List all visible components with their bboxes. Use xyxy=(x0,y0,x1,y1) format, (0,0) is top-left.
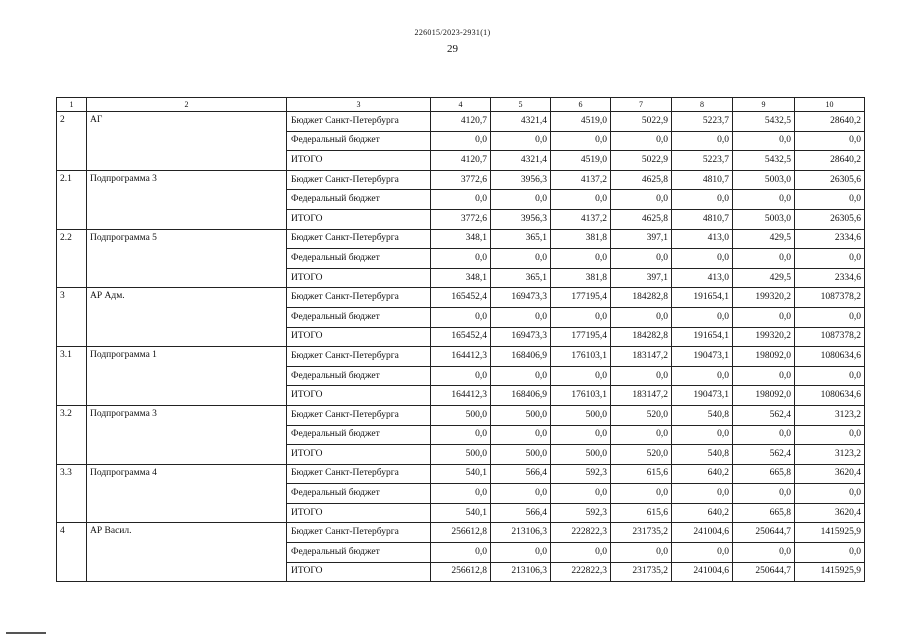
amount-cell: 0,0 xyxy=(491,425,551,445)
amount-cell: 413,0 xyxy=(672,268,733,288)
amount-cell: 0,0 xyxy=(491,543,551,563)
amount-cell: 500,0 xyxy=(551,445,611,465)
budget-table xyxy=(56,97,865,582)
amount-cell: 199320,2 xyxy=(733,327,795,347)
amount-cell: 3123,2 xyxy=(795,445,865,465)
amount-cell: 256612,8 xyxy=(431,562,491,582)
amount-cell: 0,0 xyxy=(491,484,551,504)
column-number-header: 9 xyxy=(733,98,795,112)
amount-cell: 3620,4 xyxy=(795,503,865,523)
amount-cell: 0,0 xyxy=(672,131,733,151)
amount-cell: 3772,6 xyxy=(431,170,491,190)
funding-source-cell: Бюджет Санкт-Петербурга xyxy=(287,347,431,367)
amount-cell: 190473,1 xyxy=(672,347,733,367)
amount-cell: 0,0 xyxy=(672,543,733,563)
amount-cell: 665,8 xyxy=(733,503,795,523)
amount-cell: 615,6 xyxy=(611,503,672,523)
amount-cell: 4810,7 xyxy=(672,209,733,229)
amount-cell: 191654,1 xyxy=(672,327,733,347)
amount-cell: 4519,0 xyxy=(551,112,611,132)
amount-cell: 0,0 xyxy=(795,543,865,563)
amount-cell: 5223,7 xyxy=(672,151,733,171)
amount-cell: 165452,4 xyxy=(431,288,491,308)
item-number-cell: 2 xyxy=(57,112,87,171)
amount-cell: 615,6 xyxy=(611,464,672,484)
amount-cell: 168406,9 xyxy=(491,386,551,406)
funding-source-cell: Федеральный бюджет xyxy=(287,131,431,151)
amount-cell: 4625,8 xyxy=(611,170,672,190)
amount-cell: 500,0 xyxy=(431,445,491,465)
page-number: 29 xyxy=(447,43,458,55)
amount-cell: 176103,1 xyxy=(551,347,611,367)
item-name-cell: АР Адм. xyxy=(87,288,287,347)
column-number-header: 3 xyxy=(287,98,431,112)
amount-cell: 177195,4 xyxy=(551,327,611,347)
amount-cell: 381,8 xyxy=(551,268,611,288)
funding-source-cell: ИТОГО xyxy=(287,151,431,171)
amount-cell: 566,4 xyxy=(491,464,551,484)
amount-cell: 540,1 xyxy=(431,503,491,523)
amount-cell: 191654,1 xyxy=(672,288,733,308)
amount-cell: 168406,9 xyxy=(491,347,551,367)
funding-source-cell: ИТОГО xyxy=(287,327,431,347)
funding-source-cell: ИТОГО xyxy=(287,445,431,465)
amount-cell: 0,0 xyxy=(611,307,672,327)
amount-cell: 0,0 xyxy=(611,366,672,386)
amount-cell: 0,0 xyxy=(733,131,795,151)
amount-cell: 1415925,9 xyxy=(795,523,865,543)
amount-cell: 520,0 xyxy=(611,445,672,465)
amount-cell: 592,3 xyxy=(551,503,611,523)
funding-source-cell: Бюджет Санкт-Петербурга xyxy=(287,464,431,484)
funding-source-cell: Федеральный бюджет xyxy=(287,366,431,386)
table-row xyxy=(57,229,865,249)
item-name-cell: АГ xyxy=(87,112,287,171)
amount-cell: 0,0 xyxy=(551,190,611,210)
amount-cell: 500,0 xyxy=(491,405,551,425)
amount-cell: 231735,2 xyxy=(611,562,672,582)
amount-cell: 250644,7 xyxy=(733,562,795,582)
amount-cell: 520,0 xyxy=(611,405,672,425)
amount-cell: 0,0 xyxy=(733,249,795,269)
amount-cell: 5022,9 xyxy=(611,112,672,132)
funding-source-cell: Бюджет Санкт-Петербурга xyxy=(287,170,431,190)
amount-cell: 0,0 xyxy=(551,543,611,563)
amount-cell: 0,0 xyxy=(611,249,672,269)
amount-cell: 190473,1 xyxy=(672,386,733,406)
scan-edge-mark xyxy=(6,632,46,634)
amount-cell: 365,1 xyxy=(491,229,551,249)
amount-cell: 5003,0 xyxy=(733,209,795,229)
amount-cell: 540,8 xyxy=(672,445,733,465)
amount-cell: 0,0 xyxy=(611,425,672,445)
amount-cell: 0,0 xyxy=(611,543,672,563)
amount-cell: 2334,6 xyxy=(795,229,865,249)
amount-cell: 348,1 xyxy=(431,229,491,249)
funding-source-cell: Федеральный бюджет xyxy=(287,307,431,327)
amount-cell: 0,0 xyxy=(672,190,733,210)
amount-cell: 0,0 xyxy=(551,366,611,386)
amount-cell: 1087378,2 xyxy=(795,327,865,347)
amount-cell: 28640,2 xyxy=(795,112,865,132)
amount-cell: 5223,7 xyxy=(672,112,733,132)
amount-cell: 0,0 xyxy=(733,484,795,504)
table-row xyxy=(57,112,865,132)
amount-cell: 0,0 xyxy=(431,366,491,386)
amount-cell: 640,2 xyxy=(672,464,733,484)
amount-cell: 0,0 xyxy=(733,366,795,386)
amount-cell: 177195,4 xyxy=(551,288,611,308)
amount-cell: 184282,8 xyxy=(611,327,672,347)
amount-cell: 198092,0 xyxy=(733,386,795,406)
funding-source-cell: Бюджет Санкт-Петербурга xyxy=(287,523,431,543)
amount-cell: 0,0 xyxy=(611,484,672,504)
amount-cell: 169473,3 xyxy=(491,288,551,308)
amount-cell: 26305,6 xyxy=(795,209,865,229)
amount-cell: 0,0 xyxy=(431,425,491,445)
budget-table-body xyxy=(57,98,865,582)
amount-cell: 0,0 xyxy=(733,425,795,445)
column-number-header: 5 xyxy=(491,98,551,112)
amount-cell: 0,0 xyxy=(431,543,491,563)
amount-cell: 562,4 xyxy=(733,445,795,465)
amount-cell: 0,0 xyxy=(431,131,491,151)
funding-source-cell: ИТОГО xyxy=(287,386,431,406)
item-name-cell: АР Васил. xyxy=(87,523,287,582)
item-name-cell: Подпрограмма 3 xyxy=(87,405,287,464)
amount-cell: 4519,0 xyxy=(551,151,611,171)
amount-cell: 365,1 xyxy=(491,268,551,288)
amount-cell: 0,0 xyxy=(795,249,865,269)
column-number-header: 2 xyxy=(87,98,287,112)
amount-cell: 2334,6 xyxy=(795,268,865,288)
amount-cell: 540,8 xyxy=(672,405,733,425)
amount-cell: 222822,3 xyxy=(551,523,611,543)
amount-cell: 3123,2 xyxy=(795,405,865,425)
funding-source-cell: ИТОГО xyxy=(287,503,431,523)
amount-cell: 176103,1 xyxy=(551,386,611,406)
amount-cell: 4321,4 xyxy=(491,112,551,132)
funding-source-cell: Федеральный бюджет xyxy=(287,543,431,563)
amount-cell: 4321,4 xyxy=(491,151,551,171)
amount-cell: 3956,3 xyxy=(491,209,551,229)
amount-cell: 3772,6 xyxy=(431,209,491,229)
amount-cell: 0,0 xyxy=(733,307,795,327)
amount-cell: 0,0 xyxy=(491,249,551,269)
amount-cell: 5003,0 xyxy=(733,170,795,190)
column-number-header: 4 xyxy=(431,98,491,112)
amount-cell: 0,0 xyxy=(491,366,551,386)
amount-cell: 0,0 xyxy=(491,131,551,151)
amount-cell: 348,1 xyxy=(431,268,491,288)
amount-cell: 397,1 xyxy=(611,268,672,288)
column-number-header: 8 xyxy=(672,98,733,112)
amount-cell: 0,0 xyxy=(795,190,865,210)
amount-cell: 0,0 xyxy=(551,425,611,445)
item-name-cell: Подпрограмма 4 xyxy=(87,464,287,523)
amount-cell: 0,0 xyxy=(551,484,611,504)
item-number-cell: 2.2 xyxy=(57,229,87,288)
amount-cell: 566,4 xyxy=(491,503,551,523)
funding-source-cell: Бюджет Санкт-Петербурга xyxy=(287,229,431,249)
amount-cell: 198092,0 xyxy=(733,347,795,367)
item-name-cell: Подпрограмма 5 xyxy=(87,229,287,288)
amount-cell: 213106,3 xyxy=(491,523,551,543)
amount-cell: 4137,2 xyxy=(551,209,611,229)
amount-cell: 183147,2 xyxy=(611,386,672,406)
amount-cell: 1080634,6 xyxy=(795,386,865,406)
amount-cell: 562,4 xyxy=(733,405,795,425)
amount-cell: 4137,2 xyxy=(551,170,611,190)
amount-cell: 222822,3 xyxy=(551,562,611,582)
amount-cell: 592,3 xyxy=(551,464,611,484)
funding-source-cell: ИТОГО xyxy=(287,268,431,288)
item-number-cell: 3 xyxy=(57,288,87,347)
amount-cell: 0,0 xyxy=(672,307,733,327)
column-number-header: 7 xyxy=(611,98,672,112)
amount-cell: 0,0 xyxy=(431,190,491,210)
amount-cell: 500,0 xyxy=(491,445,551,465)
amount-cell: 0,0 xyxy=(672,249,733,269)
amount-cell: 500,0 xyxy=(431,405,491,425)
amount-cell: 0,0 xyxy=(672,484,733,504)
funding-source-cell: Федеральный бюджет xyxy=(287,249,431,269)
column-number-header-row xyxy=(57,98,865,112)
amount-cell: 5022,9 xyxy=(611,151,672,171)
funding-source-cell: Бюджет Санкт-Петербурга xyxy=(287,405,431,425)
amount-cell: 0,0 xyxy=(795,307,865,327)
amount-cell: 429,5 xyxy=(733,268,795,288)
amount-cell: 4625,8 xyxy=(611,209,672,229)
amount-cell: 241004,6 xyxy=(672,523,733,543)
amount-cell: 4810,7 xyxy=(672,170,733,190)
amount-cell: 429,5 xyxy=(733,229,795,249)
amount-cell: 164412,3 xyxy=(431,347,491,367)
amount-cell: 256612,8 xyxy=(431,523,491,543)
amount-cell: 0,0 xyxy=(551,249,611,269)
amount-cell: 4120,7 xyxy=(431,151,491,171)
column-number-header: 1 xyxy=(57,98,87,112)
amount-cell: 4120,7 xyxy=(431,112,491,132)
amount-cell: 3956,3 xyxy=(491,170,551,190)
item-name-cell: Подпрограмма 3 xyxy=(87,170,287,229)
amount-cell: 0,0 xyxy=(672,366,733,386)
amount-cell: 0,0 xyxy=(733,190,795,210)
item-number-cell: 4 xyxy=(57,523,87,582)
amount-cell: 231735,2 xyxy=(611,523,672,543)
amount-cell: 199320,2 xyxy=(733,288,795,308)
document-registration-code: 226015/2023-2931(1) xyxy=(414,28,491,37)
funding-source-cell: Федеральный бюджет xyxy=(287,190,431,210)
amount-cell: 500,0 xyxy=(551,405,611,425)
amount-cell: 0,0 xyxy=(431,307,491,327)
amount-cell: 165452,4 xyxy=(431,327,491,347)
amount-cell: 184282,8 xyxy=(611,288,672,308)
amount-cell: 540,1 xyxy=(431,464,491,484)
amount-cell: 0,0 xyxy=(795,425,865,445)
amount-cell: 0,0 xyxy=(551,131,611,151)
amount-cell: 0,0 xyxy=(491,307,551,327)
table-row xyxy=(57,464,865,484)
amount-cell: 0,0 xyxy=(733,543,795,563)
amount-cell: 183147,2 xyxy=(611,347,672,367)
funding-source-cell: Федеральный бюджет xyxy=(287,425,431,445)
amount-cell: 28640,2 xyxy=(795,151,865,171)
amount-cell: 164412,3 xyxy=(431,386,491,406)
amount-cell: 3620,4 xyxy=(795,464,865,484)
funding-source-cell: ИТОГО xyxy=(287,209,431,229)
column-number-header: 10 xyxy=(795,98,865,112)
table-row xyxy=(57,405,865,425)
amount-cell: 0,0 xyxy=(672,425,733,445)
amount-cell: 1087378,2 xyxy=(795,288,865,308)
item-number-cell: 3.2 xyxy=(57,405,87,464)
amount-cell: 213106,3 xyxy=(491,562,551,582)
amount-cell: 0,0 xyxy=(551,307,611,327)
amount-cell: 26305,6 xyxy=(795,170,865,190)
amount-cell: 241004,6 xyxy=(672,562,733,582)
amount-cell: 0,0 xyxy=(491,190,551,210)
table-row xyxy=(57,288,865,308)
amount-cell: 665,8 xyxy=(733,464,795,484)
amount-cell: 1415925,9 xyxy=(795,562,865,582)
funding-source-cell: Федеральный бюджет xyxy=(287,484,431,504)
item-number-cell: 3.1 xyxy=(57,347,87,406)
amount-cell: 250644,7 xyxy=(733,523,795,543)
amount-cell: 169473,3 xyxy=(491,327,551,347)
amount-cell: 5432,5 xyxy=(733,112,795,132)
amount-cell: 0,0 xyxy=(611,190,672,210)
item-name-cell: Подпрограмма 1 xyxy=(87,347,287,406)
table-row xyxy=(57,347,865,367)
table-row xyxy=(57,170,865,190)
amount-cell: 5432,5 xyxy=(733,151,795,171)
amount-cell: 0,0 xyxy=(611,131,672,151)
funding-source-cell: Бюджет Санкт-Петербурга xyxy=(287,112,431,132)
amount-cell: 413,0 xyxy=(672,229,733,249)
amount-cell: 640,2 xyxy=(672,503,733,523)
amount-cell: 0,0 xyxy=(795,366,865,386)
amount-cell: 0,0 xyxy=(795,484,865,504)
amount-cell: 0,0 xyxy=(795,131,865,151)
amount-cell: 0,0 xyxy=(431,484,491,504)
amount-cell: 381,8 xyxy=(551,229,611,249)
table-row xyxy=(57,523,865,543)
amount-cell: 1080634,6 xyxy=(795,347,865,367)
amount-cell: 397,1 xyxy=(611,229,672,249)
item-number-cell: 3.3 xyxy=(57,464,87,523)
funding-source-cell: Бюджет Санкт-Петербурга xyxy=(287,288,431,308)
item-number-cell: 2.1 xyxy=(57,170,87,229)
funding-source-cell: ИТОГО xyxy=(287,562,431,582)
amount-cell: 0,0 xyxy=(431,249,491,269)
column-number-header: 6 xyxy=(551,98,611,112)
